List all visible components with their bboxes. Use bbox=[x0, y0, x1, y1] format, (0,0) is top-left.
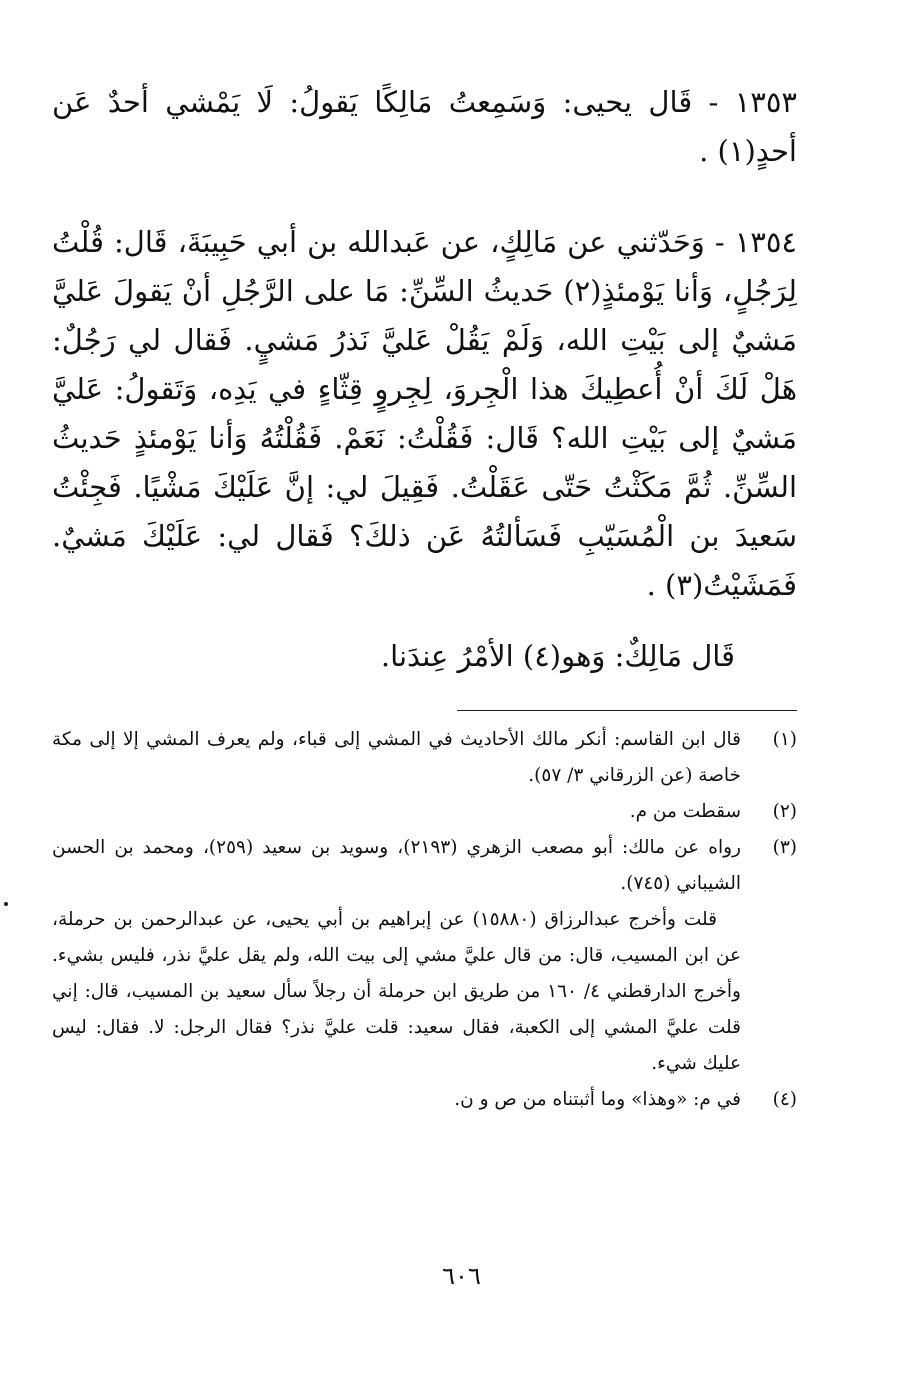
footnote-1 bbox=[52, 722, 797, 794]
footnote-number: (١) bbox=[772, 729, 797, 750]
scan-edge-mark bbox=[4, 902, 8, 906]
footnote-text: سقطت من م. bbox=[629, 801, 741, 822]
hadith-1353: ١٣٥٣ - قَال يحيى: وَسَمِعتُ مَالِكًا يَقولُ: لَا يَمْشي أحدٌ عَن أحدٍ(١) . bbox=[52, 85, 797, 168]
footnote-number: (٣) bbox=[772, 837, 797, 858]
hadith-1354: ١٣٥٤ - وَحَدّثني عن مَالِكٍ، عن عَبدالله بن أبي حَبِيبَةَ، قَال: قُلْتُ لِرَجُلٍ، وَأنا يَوْمئذٍ(٢) حَديثُ السِّنِّ: مَا على الرَّجُلِ أنْ يَقولَ عَليَّ مَشيٌ إلى بَيْتِ الله، وَلَمْ يَقُلْ عَليَّ نَذرُ مَشيٍ. فَقال لي رَجُلٌ: هَلْ لَكَ أنْ أُعطِيكَ هذا الْجِروَ، لِجِروٍ قِثّاءٍ في يَدِه، وَتَقولُ: عَليَّ مَشيٌ إلى بَيْتِ الله؟ قَال: فَقُلْتُ: نَعَمْ. فَقُلْتُهُ وَأنا يَوْمئذٍ حَديثُ السِّنِّ. ثُمَّ مَكَثْتُ حَتّى عَقَلْتُ. فَقِيلَ لي: إنَّ عَلَيْكَ مَشْيًا. فَجِئْتُ سَعيدَ بن الْمُسَيّبِ فَسَألتُهُ عَن ذلكَ؟ فَقال لي: عَلَيْكَ مَشيٌ. فَمَشَيْتُ(٣) . bbox=[52, 225, 797, 602]
footnote-3 bbox=[52, 830, 797, 902]
footnote-text: قال ابن القاسم: أنكر مالك الأحاديث في المشي إلى قباء، ولم يعرف المشي إلا إلى مكة خاصة (عن الزرقاني ٣/ ٥٧). bbox=[52, 729, 741, 786]
footnote-text: رواه عن مالك: أبو مصعب الزهري (٢١٩٣)، وسويد بن سعيد (٢٥٩)، ومحمد بن الحسن الشيباني (٧٤٥). bbox=[52, 837, 741, 894]
footnote-2 bbox=[52, 794, 797, 830]
footnotes-section bbox=[52, 722, 797, 1118]
footnote-divider bbox=[457, 710, 797, 711]
page-content bbox=[52, 78, 797, 1118]
malik-statement: قَال مَالِكٌ: وَهو(٤) الأمْرُ عِندَنا. bbox=[380, 639, 735, 673]
page-number: ٦٠٦ bbox=[442, 1262, 481, 1290]
footnote-number: (٢) bbox=[772, 801, 797, 822]
footnote-number: (٤) bbox=[772, 1089, 797, 1110]
footnote-4 bbox=[52, 1082, 797, 1118]
footnote-text: في م: «وهذا» وما أثبتناه من ص و ن. bbox=[454, 1089, 741, 1110]
footnote-3-continuation: قلت وأخرج عبدالرزاق (١٥٨٨٠) عن إبراهيم بن أبي يحيى، عن عبدالرحمن بن حرملة، عن ابن المسيب، قال: من قال عليَّ مشي إلى بيت الله، ولم يقل عليَّ نذر، فليس بشيء. وأخرج الدارقطني ٤/ ١٦٠ من طريق ابن حرملة أن رجلاً سأل سعيد بن المسيب، قال: إني قلت عليَّ المشي إلى الكعبة، فقال سعيد: قلت عليَّ نذر؟ فقال الرجل: لا. فقال: ليس عليك شيء. bbox=[52, 909, 741, 1074]
